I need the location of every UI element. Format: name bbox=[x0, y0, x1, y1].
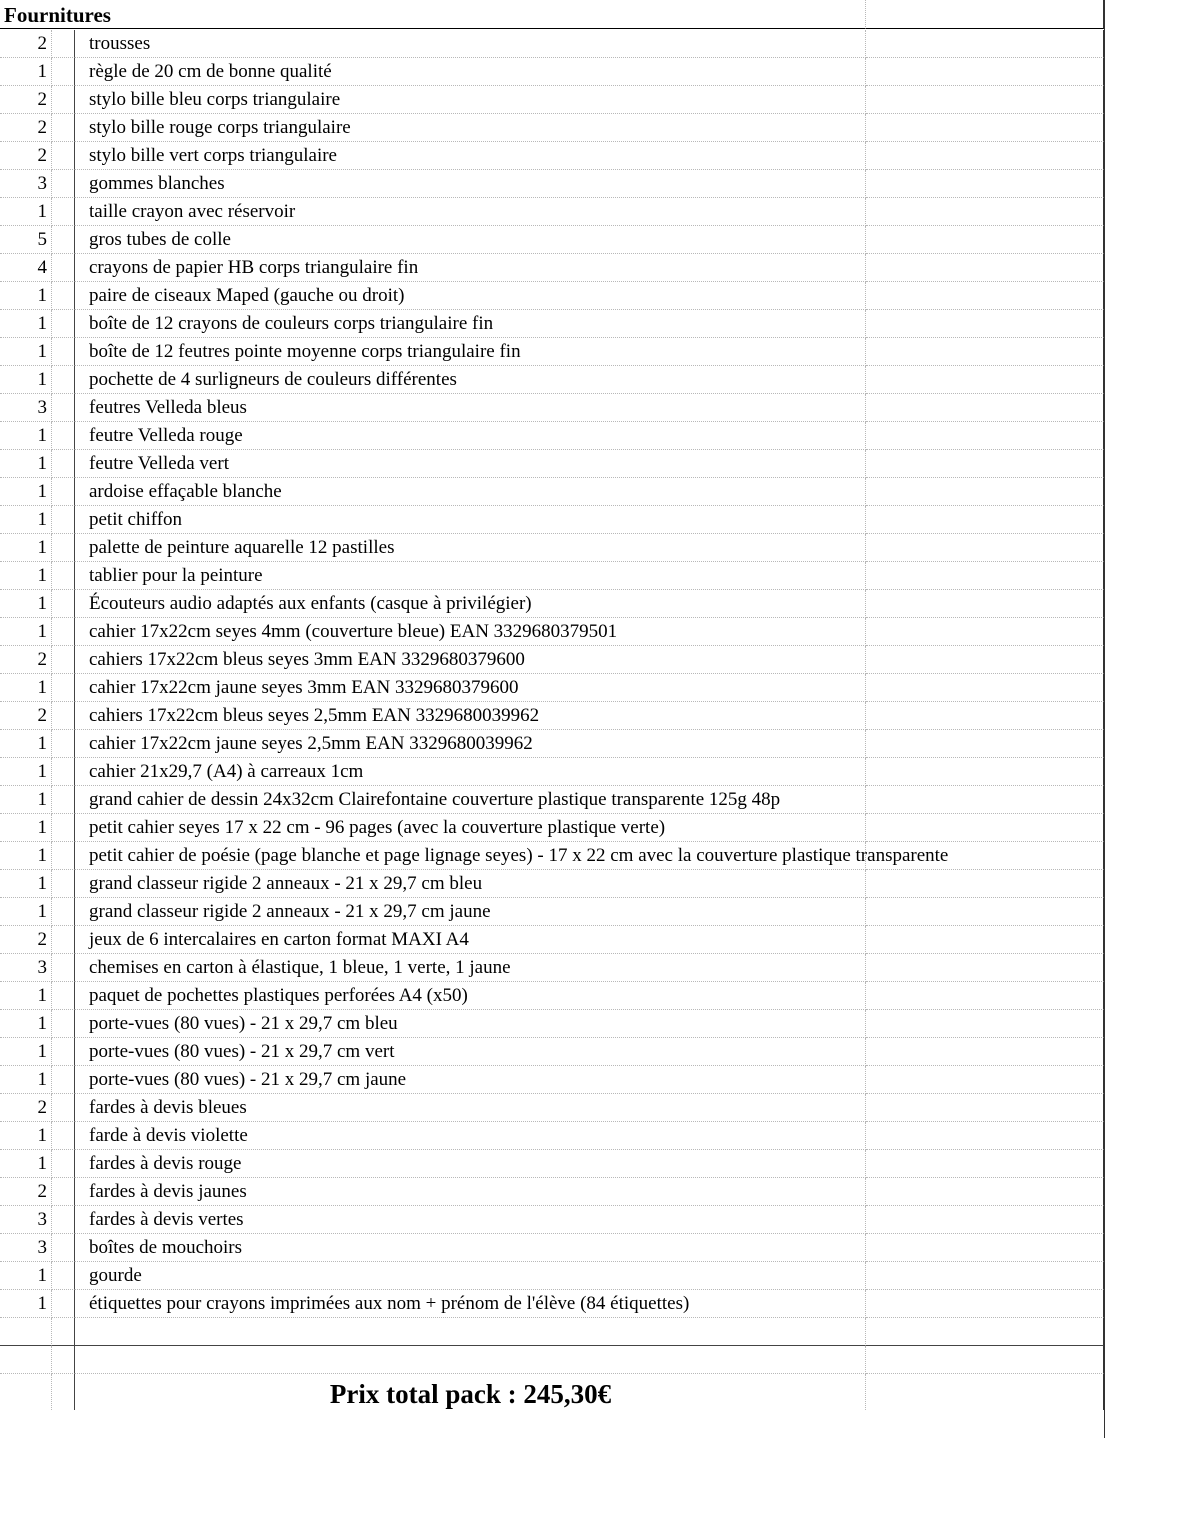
description-cell: gourde bbox=[75, 1262, 866, 1290]
description-cell: gommes blanches bbox=[75, 170, 866, 198]
empty-cell bbox=[866, 618, 1104, 646]
empty-cell bbox=[866, 450, 1104, 478]
table-row bbox=[0, 30, 1105, 58]
table-row bbox=[0, 450, 1105, 478]
table-row bbox=[0, 366, 1105, 394]
description-cell: grand classeur rigide 2 anneaux - 21 x 29,7 cm jaune bbox=[75, 898, 866, 926]
total-bg-cell bbox=[0, 1374, 52, 1410]
empty-cell bbox=[866, 926, 1104, 954]
table-row bbox=[0, 1150, 1105, 1178]
table-row bbox=[0, 534, 1105, 562]
description-cell: boîte de 12 crayons de couleurs corps triangulaire fin bbox=[75, 310, 866, 338]
spacer-cell bbox=[52, 814, 75, 842]
blank-cell bbox=[75, 1318, 866, 1346]
description-cell: cahiers 17x22cm bleus seyes 2,5mm EAN 3329680039962 bbox=[75, 702, 866, 730]
table-row bbox=[0, 646, 1105, 674]
empty-cell bbox=[866, 506, 1104, 534]
spacer-cell bbox=[52, 1150, 75, 1178]
empty-cell bbox=[866, 310, 1104, 338]
description-cell: boîte de 12 feutres pointe moyenne corps triangulaire fin bbox=[75, 338, 866, 366]
quantity-cell: 4 bbox=[0, 254, 52, 282]
empty-cell bbox=[866, 590, 1104, 618]
spacer-cell bbox=[52, 86, 75, 114]
empty-cell bbox=[866, 1150, 1104, 1178]
table-row bbox=[0, 926, 1105, 954]
empty-cell bbox=[866, 758, 1104, 786]
table-row bbox=[0, 786, 1105, 814]
table-row bbox=[0, 114, 1105, 142]
spacer-cell bbox=[52, 450, 75, 478]
spacer-cell bbox=[52, 1010, 75, 1038]
spacer-cell bbox=[52, 590, 75, 618]
total-bg-cell bbox=[52, 1374, 75, 1410]
empty-cell bbox=[866, 170, 1104, 198]
empty-cell bbox=[866, 30, 1104, 58]
quantity-cell: 1 bbox=[0, 758, 52, 786]
spacer-cell bbox=[52, 142, 75, 170]
description-cell: boîtes de mouchoirs bbox=[75, 1234, 866, 1262]
quantity-cell: 1 bbox=[0, 898, 52, 926]
empty-cell bbox=[866, 198, 1104, 226]
quantity-cell: 2 bbox=[0, 702, 52, 730]
description-cell: cahier 17x22cm jaune seyes 2,5mm EAN 3329680039962 bbox=[75, 730, 866, 758]
empty-cell bbox=[866, 366, 1104, 394]
description-cell: feutre Velleda rouge bbox=[75, 422, 866, 450]
spacer-cell bbox=[52, 1094, 75, 1122]
table-row bbox=[0, 254, 1105, 282]
description-cell: gros tubes de colle bbox=[75, 226, 866, 254]
table-row bbox=[0, 478, 1105, 506]
description-cell: ardoise effaçable blanche bbox=[75, 478, 866, 506]
table-row bbox=[0, 338, 1105, 366]
spacer-cell bbox=[52, 982, 75, 1010]
quantity-cell: 1 bbox=[0, 1262, 52, 1290]
description-cell: cahier 17x22cm jaune seyes 3mm EAN 3329680379600 bbox=[75, 674, 866, 702]
description-cell: paquet de pochettes plastiques perforées A4 (x50) bbox=[75, 982, 866, 1010]
spacer-cell bbox=[52, 1178, 75, 1206]
empty-cell bbox=[866, 674, 1104, 702]
spacer-cell bbox=[52, 646, 75, 674]
table-row bbox=[0, 394, 1105, 422]
spacer-cell bbox=[52, 730, 75, 758]
description-cell: fardes à devis jaunes bbox=[75, 1178, 866, 1206]
table-row bbox=[0, 618, 1105, 646]
description-cell: grand cahier de dessin 24x32cm Clairefontaine couverture plastique transparente 125g 48p bbox=[75, 786, 866, 814]
table-row bbox=[0, 870, 1105, 898]
empty-cell bbox=[866, 254, 1104, 282]
table-row bbox=[0, 1122, 1105, 1150]
spacer-cell bbox=[52, 254, 75, 282]
table-row bbox=[0, 86, 1105, 114]
description-cell: tablier pour la peinture bbox=[75, 562, 866, 590]
empty-cell bbox=[866, 814, 1104, 842]
spacer-cell bbox=[52, 478, 75, 506]
blank-cell bbox=[0, 1346, 52, 1374]
empty-cell bbox=[866, 338, 1104, 366]
blank-row bbox=[0, 1318, 1105, 1346]
table-row bbox=[0, 506, 1105, 534]
empty-cell bbox=[866, 982, 1104, 1010]
description-cell: farde à devis violette bbox=[75, 1122, 866, 1150]
description-cell: règle de 20 cm de bonne qualité bbox=[75, 58, 866, 86]
empty-cell bbox=[866, 1122, 1104, 1150]
table-row bbox=[0, 982, 1105, 1010]
blank-cell bbox=[866, 1346, 1104, 1374]
empty-cell bbox=[866, 1234, 1104, 1262]
table-row bbox=[0, 142, 1105, 170]
spacer-cell bbox=[52, 618, 75, 646]
quantity-cell: 1 bbox=[0, 310, 52, 338]
quantity-cell: 3 bbox=[0, 170, 52, 198]
table-row bbox=[0, 1010, 1105, 1038]
quantity-cell: 1 bbox=[0, 478, 52, 506]
description-cell: cahier 17x22cm seyes 4mm (couverture bleue) EAN 3329680379501 bbox=[75, 618, 866, 646]
quantity-cell: 5 bbox=[0, 226, 52, 254]
spacer-cell bbox=[52, 30, 75, 58]
blank-row bbox=[0, 1346, 1105, 1374]
blank-cell bbox=[75, 1346, 866, 1374]
quantity-cell: 1 bbox=[0, 1290, 52, 1318]
quantity-cell: 1 bbox=[0, 674, 52, 702]
empty-cell bbox=[866, 786, 1104, 814]
table-row bbox=[0, 1038, 1105, 1066]
spacer-cell bbox=[52, 394, 75, 422]
empty-cell bbox=[866, 1290, 1104, 1318]
sheet-title: Fournitures bbox=[0, 0, 866, 29]
spacer-cell bbox=[52, 870, 75, 898]
empty-cell bbox=[866, 1262, 1104, 1290]
description-cell: petit cahier de poésie (page blanche et page lignage seyes) - 17 x 22 cm avec la couverture plastique transparente bbox=[75, 842, 866, 870]
description-cell: porte-vues (80 vues) - 21 x 29,7 cm vert bbox=[75, 1038, 866, 1066]
quantity-cell: 2 bbox=[0, 86, 52, 114]
total-row bbox=[0, 1374, 1105, 1409]
empty-cell bbox=[866, 282, 1104, 310]
spacer-cell bbox=[52, 842, 75, 870]
quantity-cell: 1 bbox=[0, 198, 52, 226]
spacer-cell bbox=[52, 1206, 75, 1234]
spacer-cell bbox=[52, 1066, 75, 1094]
description-cell: porte-vues (80 vues) - 21 x 29,7 cm jaune bbox=[75, 1066, 866, 1094]
empty-cell bbox=[866, 730, 1104, 758]
table-row bbox=[0, 1066, 1105, 1094]
quantity-cell: 1 bbox=[0, 562, 52, 590]
table-row bbox=[0, 1262, 1105, 1290]
description-cell: crayons de papier HB corps triangulaire fin bbox=[75, 254, 866, 282]
table-row bbox=[0, 282, 1105, 310]
empty-cell bbox=[866, 1038, 1104, 1066]
table-row bbox=[0, 58, 1105, 86]
description-cell: pochette de 4 surligneurs de couleurs différentes bbox=[75, 366, 866, 394]
empty-cell bbox=[866, 422, 1104, 450]
table-row bbox=[0, 702, 1105, 730]
quantity-cell: 1 bbox=[0, 730, 52, 758]
table-row bbox=[0, 814, 1105, 842]
spacer-cell bbox=[52, 1234, 75, 1262]
quantity-cell: 3 bbox=[0, 1234, 52, 1262]
table-row bbox=[0, 226, 1105, 254]
spacer-cell bbox=[52, 58, 75, 86]
description-cell: porte-vues (80 vues) - 21 x 29,7 cm bleu bbox=[75, 1010, 866, 1038]
quantity-cell: 1 bbox=[0, 1066, 52, 1094]
empty-cell bbox=[866, 142, 1104, 170]
description-cell: taille crayon avec réservoir bbox=[75, 198, 866, 226]
quantity-cell: 1 bbox=[0, 814, 52, 842]
description-cell: cahier 21x29,7 (A4) à carreaux 1cm bbox=[75, 758, 866, 786]
description-cell: palette de peinture aquarelle 12 pastilles bbox=[75, 534, 866, 562]
spacer-cell bbox=[52, 1290, 75, 1318]
spacer-cell bbox=[52, 954, 75, 982]
empty-cell bbox=[866, 86, 1104, 114]
spacer-cell bbox=[52, 114, 75, 142]
spacer-cell bbox=[52, 282, 75, 310]
quantity-cell: 1 bbox=[0, 618, 52, 646]
description-cell: Écouteurs audio adaptés aux enfants (casque à privilégier) bbox=[75, 590, 866, 618]
quantity-cell: 2 bbox=[0, 142, 52, 170]
total-bg-cell bbox=[866, 1374, 1104, 1410]
blank-cell bbox=[52, 1318, 75, 1346]
spacer-cell bbox=[52, 786, 75, 814]
spacer-cell bbox=[52, 702, 75, 730]
description-cell: grand classeur rigide 2 anneaux - 21 x 29,7 cm bleu bbox=[75, 870, 866, 898]
description-cell: petit chiffon bbox=[75, 506, 866, 534]
description-cell: fardes à devis bleues bbox=[75, 1094, 866, 1122]
spacer-cell bbox=[52, 674, 75, 702]
quantity-cell: 1 bbox=[0, 282, 52, 310]
quantity-cell: 3 bbox=[0, 1206, 52, 1234]
table-row bbox=[0, 758, 1105, 786]
spacer-cell bbox=[52, 338, 75, 366]
quantity-cell: 1 bbox=[0, 422, 52, 450]
quantity-cell: 1 bbox=[0, 1122, 52, 1150]
empty-cell bbox=[866, 1094, 1104, 1122]
spacer-cell bbox=[52, 562, 75, 590]
blank-cell bbox=[0, 1318, 52, 1346]
empty-cell bbox=[866, 1010, 1104, 1038]
description-cell: petit cahier seyes 17 x 22 cm - 96 pages (avec la couverture plastique verte) bbox=[75, 814, 866, 842]
quantity-cell: 1 bbox=[0, 842, 52, 870]
total-price: Prix total pack : 245,30€ bbox=[329, 1379, 612, 1409]
table-row bbox=[0, 674, 1105, 702]
quantity-cell: 2 bbox=[0, 1178, 52, 1206]
quantity-cell: 1 bbox=[0, 982, 52, 1010]
empty-cell bbox=[866, 534, 1104, 562]
empty-cell bbox=[866, 1066, 1104, 1094]
spacer-cell bbox=[52, 1122, 75, 1150]
empty-cell bbox=[866, 114, 1104, 142]
empty-cell bbox=[866, 870, 1104, 898]
description-cell: jeux de 6 intercalaires en carton format MAXI A4 bbox=[75, 926, 866, 954]
table-right-border bbox=[1104, 0, 1105, 1438]
description-cell: fardes à devis rouge bbox=[75, 1150, 866, 1178]
header-empty-cell bbox=[866, 0, 1104, 29]
table-row bbox=[0, 1178, 1105, 1206]
empty-cell bbox=[866, 478, 1104, 506]
spacer-cell bbox=[52, 422, 75, 450]
description-cell: stylo bille rouge corps triangulaire bbox=[75, 114, 866, 142]
spacer-cell bbox=[52, 758, 75, 786]
empty-cell bbox=[866, 954, 1104, 982]
spacer-cell bbox=[52, 366, 75, 394]
empty-cell bbox=[866, 226, 1104, 254]
empty-cell bbox=[866, 842, 1104, 870]
empty-cell bbox=[866, 646, 1104, 674]
description-cell: cahiers 17x22cm bleus seyes 3mm EAN 3329680379600 bbox=[75, 646, 866, 674]
quantity-cell: 1 bbox=[0, 1150, 52, 1178]
quantity-cell: 1 bbox=[0, 870, 52, 898]
spacer-cell bbox=[52, 534, 75, 562]
quantity-cell: 1 bbox=[0, 786, 52, 814]
table-row bbox=[0, 954, 1105, 982]
description-cell: étiquettes pour crayons imprimées aux nom + prénom de l'élève (84 étiquettes) bbox=[75, 1290, 866, 1318]
spacer-cell bbox=[52, 898, 75, 926]
table-row bbox=[0, 1094, 1105, 1122]
spacer-cell bbox=[52, 226, 75, 254]
quantity-cell: 1 bbox=[0, 506, 52, 534]
quantity-cell: 1 bbox=[0, 590, 52, 618]
empty-cell bbox=[866, 58, 1104, 86]
spacer-cell bbox=[52, 1262, 75, 1290]
spacer-cell bbox=[52, 506, 75, 534]
table-row bbox=[0, 898, 1105, 926]
description-cell: stylo bille bleu corps triangulaire bbox=[75, 86, 866, 114]
table-row bbox=[0, 1290, 1105, 1318]
blank-cell bbox=[52, 1346, 75, 1374]
quantity-cell: 1 bbox=[0, 338, 52, 366]
quantity-cell: 1 bbox=[0, 58, 52, 86]
spacer-cell bbox=[52, 1038, 75, 1066]
description-cell: feutre Velleda vert bbox=[75, 450, 866, 478]
table-row bbox=[0, 842, 1105, 870]
quantity-cell: 1 bbox=[0, 450, 52, 478]
quantity-cell: 1 bbox=[0, 1010, 52, 1038]
quantity-cell: 2 bbox=[0, 926, 52, 954]
quantity-cell: 3 bbox=[0, 394, 52, 422]
table-row bbox=[0, 310, 1105, 338]
description-cell: paire de ciseaux Maped (gauche ou droit) bbox=[75, 282, 866, 310]
spacer-cell bbox=[52, 926, 75, 954]
table-row bbox=[0, 590, 1105, 618]
spacer-cell bbox=[52, 310, 75, 338]
empty-cell bbox=[866, 898, 1104, 926]
quantity-cell: 2 bbox=[0, 114, 52, 142]
description-cell: chemises en carton à élastique, 1 bleue, 1 verte, 1 jaune bbox=[75, 954, 866, 982]
quantity-cell: 1 bbox=[0, 534, 52, 562]
spacer-cell bbox=[52, 170, 75, 198]
table-row bbox=[0, 422, 1105, 450]
quantity-cell: 2 bbox=[0, 646, 52, 674]
description-cell: fardes à devis vertes bbox=[75, 1206, 866, 1234]
empty-cell bbox=[866, 1178, 1104, 1206]
description-cell: stylo bille vert corps triangulaire bbox=[75, 142, 866, 170]
table-row bbox=[0, 1234, 1105, 1262]
table-row bbox=[0, 730, 1105, 758]
empty-cell bbox=[866, 394, 1104, 422]
spacer-cell bbox=[52, 198, 75, 226]
quantity-cell: 3 bbox=[0, 954, 52, 982]
blank-cell bbox=[866, 1318, 1104, 1346]
quantity-cell: 1 bbox=[0, 1038, 52, 1066]
description-cell: trousses bbox=[75, 30, 866, 58]
quantity-cell: 2 bbox=[0, 30, 52, 58]
quantity-cell: 2 bbox=[0, 1094, 52, 1122]
empty-cell bbox=[866, 702, 1104, 730]
empty-cell bbox=[866, 1206, 1104, 1234]
table-row bbox=[0, 198, 1105, 226]
quantity-cell: 1 bbox=[0, 366, 52, 394]
table-row bbox=[0, 170, 1105, 198]
description-cell: feutres Velleda bleus bbox=[75, 394, 866, 422]
header-row bbox=[0, 0, 1105, 28]
table-row bbox=[0, 562, 1105, 590]
table-row bbox=[0, 1206, 1105, 1234]
empty-cell bbox=[866, 562, 1104, 590]
